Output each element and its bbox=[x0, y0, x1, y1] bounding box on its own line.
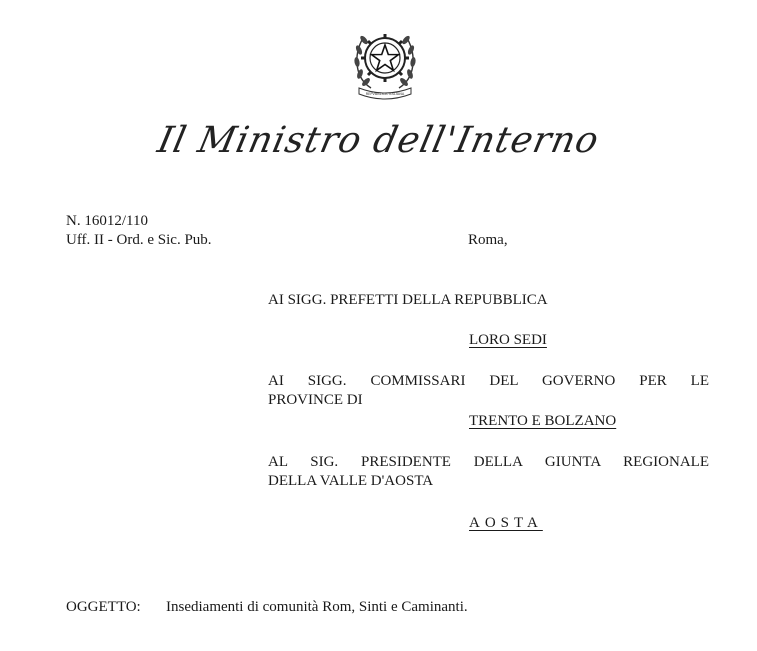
protocol-office: Uff. II - Ord. e Sic. Pub. bbox=[66, 232, 212, 248]
ministry-title: Il Ministro dell'Interno bbox=[154, 120, 603, 161]
recipient-2-block bbox=[268, 372, 709, 410]
emblem-ribbon-text: REPVBBLICA ITALIANA bbox=[365, 92, 405, 96]
recipient-3-block bbox=[268, 453, 709, 491]
recipient-2-destination: TRENTO E BOLZANO bbox=[469, 413, 617, 429]
recipient-2-line1: AI SIGG. COMMISSARI DEL GOVERNO PER LE bbox=[268, 373, 709, 389]
place-date: Roma, bbox=[468, 232, 508, 248]
recipient-3-line2: DELLA VALLE D'AOSTA bbox=[268, 473, 434, 489]
recipient-3-line1: AL SIG. PRESIDENTE DELLA GIUNTA REGIONALE bbox=[268, 454, 709, 470]
protocol-number: N. 16012/110 bbox=[66, 213, 148, 229]
recipient-1-line: AI SIGG. PREFETTI DELLA REPUBBLICA bbox=[268, 292, 548, 308]
italian-republic-emblem bbox=[349, 18, 421, 100]
recipient-3-destination: AOSTA bbox=[469, 515, 543, 531]
recipient-2-line2: PROVINCE DI bbox=[268, 392, 363, 408]
subject-label: OGGETTO: bbox=[66, 599, 141, 615]
recipient-1-destination: LORO SEDI bbox=[469, 332, 547, 348]
subject-text: Insediamenti di comunità Rom, Sinti e Caminanti. bbox=[166, 599, 468, 615]
